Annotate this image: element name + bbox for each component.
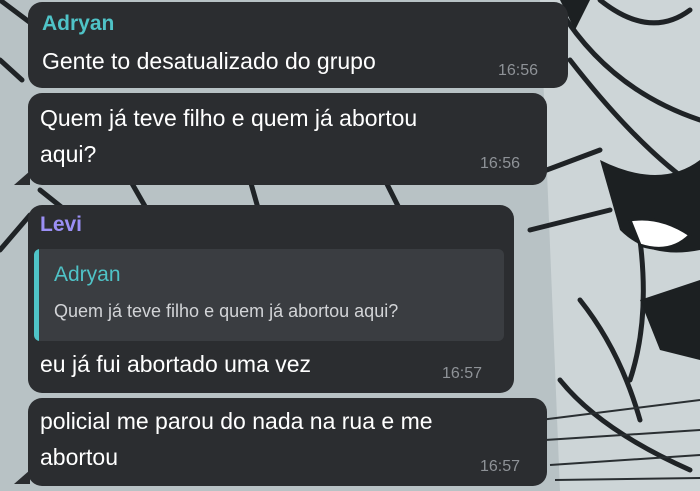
message-bubble-4[interactable] [28,398,547,486]
message-text-line-1: Quem já teve filho e quem já abortou [40,105,418,131]
bubble-tail [14,171,30,185]
bubble-tail [14,470,30,484]
message-bubble-2[interactable] [28,93,547,185]
reply-quote-sender: Adryan [54,263,121,286]
reply-quote-text: Quem já teve filho e quem já abortou aqui? [54,301,399,321]
message-text: Gente to desatualizado do grupo [42,48,376,74]
sender-name-adryan[interactable]: Adryan [42,12,115,35]
reply-quote-bar [34,249,39,341]
message-timestamp: 16:56 [480,155,521,172]
message-text-line-1: policial me parou do nada na rua e me [40,408,433,434]
message-bubble-3[interactable] [28,205,514,393]
message-timestamp: 16:57 [480,458,521,475]
message-text: eu já fui abortado uma vez [40,351,312,377]
reply-quote[interactable] [34,249,504,341]
sender-name-levi[interactable]: Levi [40,213,83,236]
message-timestamp: 16:56 [498,62,539,79]
message-text-line-2: abortou [40,444,119,470]
message-text-line-2: aqui? [40,141,97,167]
message-timestamp: 16:57 [442,365,483,382]
message-bubble-1[interactable] [28,2,568,88]
